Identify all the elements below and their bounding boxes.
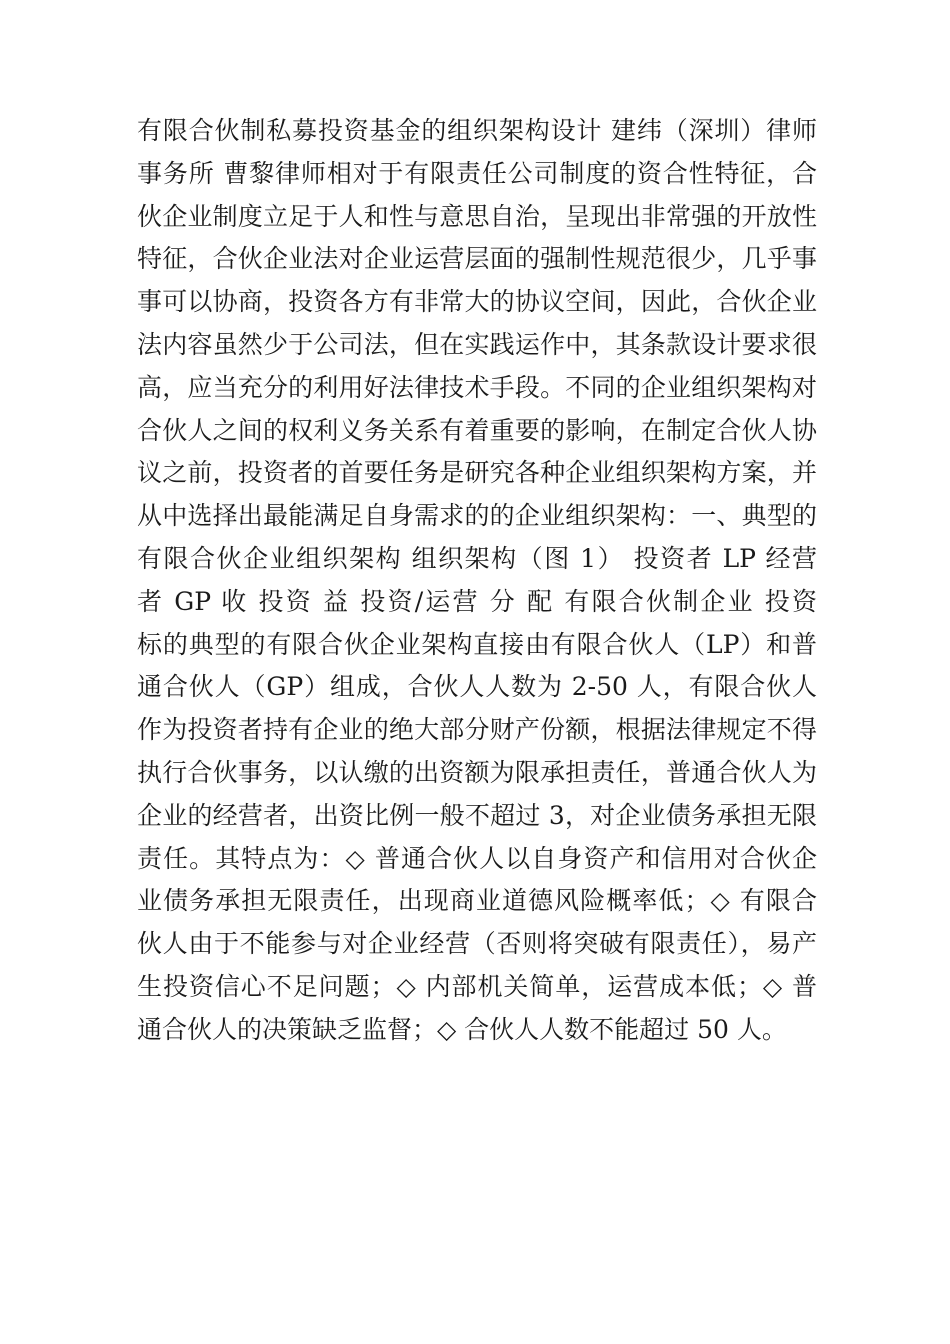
text-line: 企业的经营者，出资比例一般不超过 3，对企业债务承担无限 — [137, 800, 817, 830]
text-line: 有限合伙制私募投资基金的组织架构设计 建纬（深圳）律师 — [137, 116, 817, 145]
text-line: 标的典型的有限合伙企业架构直接由有限合伙人（LP）和普 — [137, 629, 817, 659]
text-line: 业债务承担无限责任，出现商业道德风险概率低；◇ 有限合 — [137, 886, 817, 916]
text-line: 作为投资者持有企业的绝大部分财产份额，根据法律规定不得 — [137, 715, 817, 745]
text-line: 伙人由于不能参与对企业经营（否则将突破有限责任），易产 — [137, 929, 817, 959]
text-line: 通合伙人的决策缺乏监督；◇ 合伙人人数不能超过 50 人。 — [137, 1014, 787, 1044]
text-line: 议之前，投资者的首要任务是研究各种企业组织架构方案，并 — [137, 458, 817, 488]
text-line: 执行合伙事务，以认缴的出资额为限承担责任，普通合伙人为 — [137, 757, 817, 787]
text-line: 有限合伙企业组织架构 组织架构（图 1） 投资者 LP 经营 — [137, 543, 817, 573]
text-line: 通合伙人（GP）组成，合伙人人数为 2-50 人，有限合伙人 — [137, 672, 817, 702]
text-line: 法内容虽然少于公司法，但在实践运作中，其条款设计要求很 — [137, 329, 817, 359]
text-line: 生投资信心不足问题；◇ 内部机关简单，运营成本低；◇ 普 — [137, 971, 817, 1001]
text-line: 伙企业制度立足于人和性与意思自治，呈现出非常强的开放性 — [137, 201, 817, 231]
text-line: 事可以协商，投资各方有非常大的协议空间，因此，合伙企业 — [137, 287, 817, 317]
text-line: 事务所 曹黎律师相对于有限责任公司制度的资合性特征，合 — [137, 158, 817, 188]
body-paragraph — [137, 110, 817, 1052]
text-line: 从中选择出最能满足自身需求的的企业组织架构：一、典型的 — [137, 501, 817, 531]
text-line: 责任。其特点为：◇ 普通合伙人以自身资产和信用对合伙企 — [137, 843, 817, 873]
text-line: 合伙人之间的权利义务关系有着重要的影响，在制定合伙人协 — [137, 415, 817, 445]
text-line: 高，应当充分的利用好法律技术手段。不同的企业组织架构对 — [137, 372, 817, 402]
text-line: 者 GP 收 投资 益 投资/运营 分 配 有限合伙制企业 投资 — [137, 586, 817, 616]
text-line: 特征，合伙企业法对企业运营层面的强制性规范很少，几乎事 — [137, 244, 817, 274]
